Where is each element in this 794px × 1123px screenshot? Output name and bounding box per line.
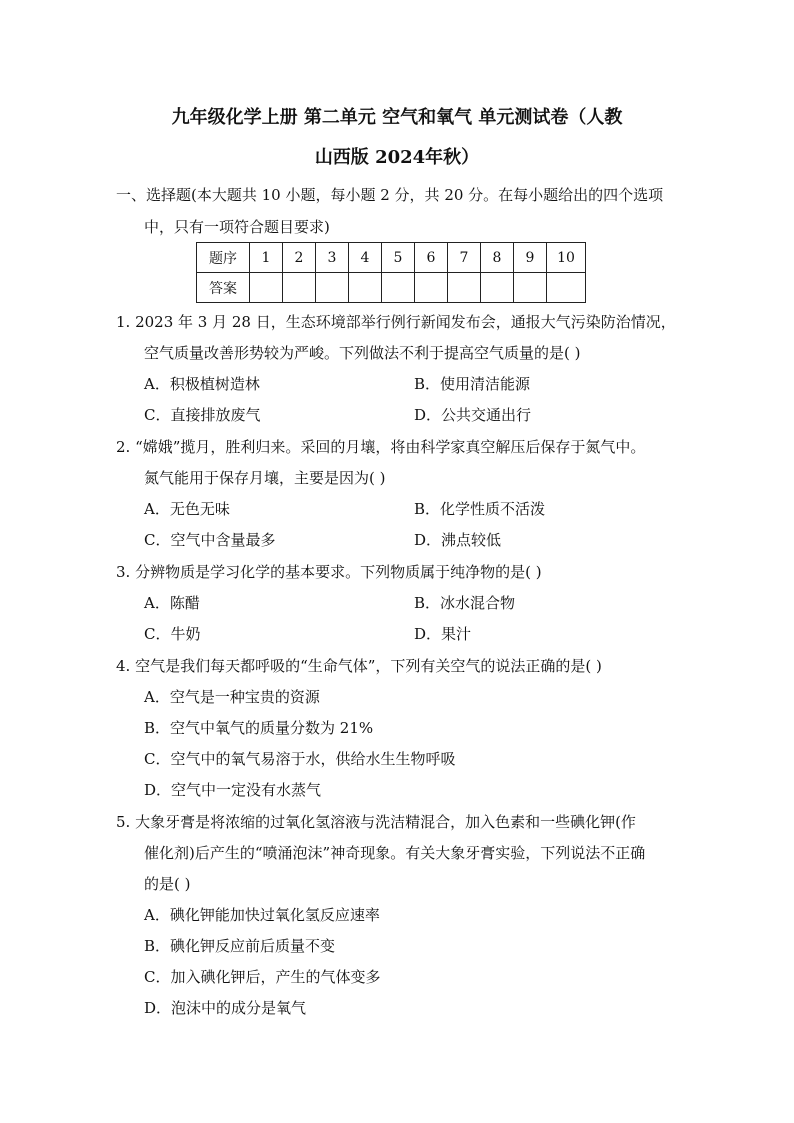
number-cell: 6: [415, 243, 448, 273]
option-b[interactable]: B．冰水混合物: [414, 594, 516, 612]
option-a[interactable]: A．陈醋: [144, 594, 200, 612]
section-heading-line2: 中，只有一项符合题目要求): [144, 218, 330, 236]
answer-table: [196, 242, 586, 303]
number-cell: 5: [382, 243, 415, 273]
answer-cell[interactable]: [382, 273, 415, 303]
option-d[interactable]: D．泡沫中的成分是氧气: [144, 999, 307, 1017]
answer-cell[interactable]: [250, 273, 283, 303]
answer-cell[interactable]: [514, 273, 547, 303]
option-d[interactable]: D．果汁: [414, 625, 472, 643]
number-cell: 8: [481, 243, 514, 273]
question-text: 的是( ): [144, 875, 191, 893]
option-b[interactable]: B．化学性质不活泼: [414, 500, 546, 518]
question-text: 氮气能用于保存月壤，主要是因为( ): [144, 469, 386, 487]
option-a[interactable]: A．碘化钾能加快过氧化氢反应速率: [144, 906, 380, 924]
option-b[interactable]: B．使用清洁能源: [414, 375, 531, 393]
question-text: 4. 空气是我们每天都呼吸的“生命气体”，下列有关空气的说法正确的是( ): [116, 657, 602, 675]
option-a[interactable]: A．无色无味: [144, 500, 230, 518]
question-text: 3. 分辨物质是学习化学的基本要求。下列物质属于纯净物的是( ): [116, 563, 542, 581]
option-d[interactable]: D．公共交通出行: [414, 406, 532, 424]
answer-cell[interactable]: [316, 273, 349, 303]
option-a[interactable]: A．积极植树造林: [144, 375, 260, 393]
answer-cell[interactable]: [349, 273, 382, 303]
option-c[interactable]: C．牛奶: [144, 625, 201, 643]
number-cell: 2: [283, 243, 316, 273]
number-cell: 4: [349, 243, 382, 273]
option-c[interactable]: C．直接排放废气: [144, 406, 261, 424]
number-cell: 1: [250, 243, 283, 273]
answer-cell[interactable]: [547, 273, 586, 303]
page-title-line2: 山西版 2024年秋）: [314, 147, 480, 168]
option-c[interactable]: C．加入碘化钾后，产生的气体变多: [144, 968, 381, 986]
answer-cell[interactable]: [283, 273, 316, 303]
option-c[interactable]: C．空气中的氧气易溶于水，供给水生生物呼吸: [144, 750, 456, 768]
row-label-order: 题序: [197, 243, 250, 273]
answer-table-answer-row: [197, 273, 586, 303]
answer-cell[interactable]: [415, 273, 448, 303]
question-text: 1. 2023 年 3 月 28 日，生态环境部举行例行新闻发布会，通报大气污染防治情况，: [116, 313, 676, 331]
answer-table-header-row: [197, 243, 586, 273]
number-cell: 3: [316, 243, 349, 273]
option-d[interactable]: D．空气中一定没有水蒸气: [144, 781, 322, 799]
number-cell: 7: [448, 243, 481, 273]
option-d[interactable]: D．沸点较低: [414, 531, 502, 549]
row-label-answer: 答案: [197, 273, 250, 303]
option-b[interactable]: B．空气中氧气的质量分数为 21%: [144, 719, 374, 737]
option-a[interactable]: A．空气是一种宝贵的资源: [144, 688, 320, 706]
question-text: 催化剂)后产生的“喷涌泡沫”神奇现象。有关大象牙膏实验，下列说法不正确: [144, 844, 646, 862]
section-heading-line1: 一、选择题(本大题共 10 小题，每小题 2 分，共 20 分。在每小题给出的四个选项: [116, 186, 664, 204]
number-cell: 10: [547, 243, 586, 273]
answer-cell[interactable]: [481, 273, 514, 303]
question-text: 空气质量改善形势较为严峻。下列做法不利于提高空气质量的是( ): [144, 344, 581, 362]
question-text: 5. 大象牙膏是将浓缩的过氧化氢溶液与洗洁精混合，加入色素和一些碘化钾(作: [116, 813, 636, 831]
page-title-line1: 九年级化学上册 第二单元 空气和氧气 单元测试卷（人教: [171, 107, 623, 128]
number-cell: 9: [514, 243, 547, 273]
question-text: 2. “嫦娥”揽月，胜利归来。采回的月壤，将由科学家真空解压后保存于氮气中。: [116, 438, 646, 456]
option-b[interactable]: B．碘化钾反应前后质量不变: [144, 937, 336, 955]
option-c[interactable]: C．空气中含量最多: [144, 531, 276, 549]
answer-cell[interactable]: [448, 273, 481, 303]
